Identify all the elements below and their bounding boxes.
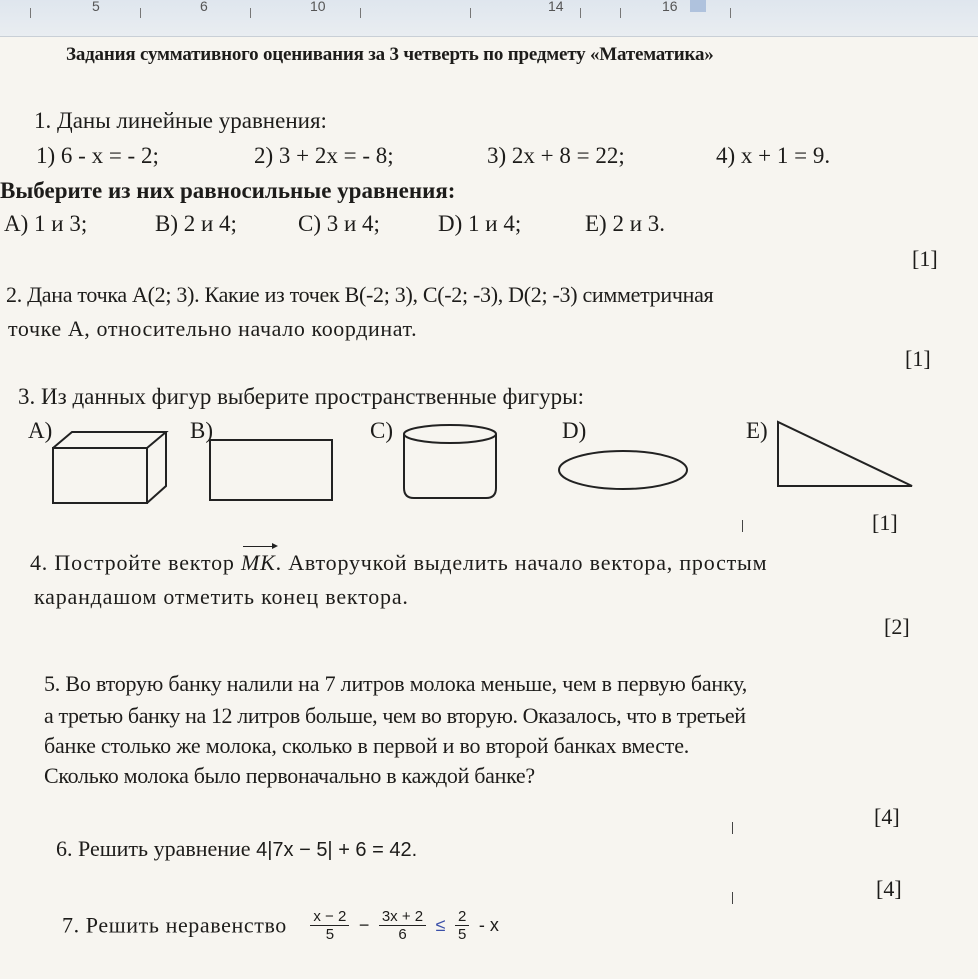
q6-label: 6. Решить уравнение (56, 836, 257, 861)
q1-option: C) 3 и 4; (298, 211, 380, 236)
q1-option: D) 1 и 4; (438, 211, 522, 236)
vector-mk: MK (240, 550, 276, 575)
right-triangle-figure (774, 418, 916, 490)
q5-text-line: банке столько же молока, сколько в первой и во второй банках вместе. (44, 733, 690, 758)
rectangle-figure (208, 438, 336, 504)
q7-label: 7. Решить неравенство (62, 912, 287, 938)
fraction-numerator: 3x + 2 (379, 908, 426, 926)
q3-label-c: C) (370, 418, 393, 443)
q7-tail: - x (478, 915, 499, 935)
ruler-label: 5 (92, 0, 100, 14)
q1-instruction: Выберите из них равносильные уравнения: (0, 178, 456, 203)
q3-label-b: B) (190, 418, 213, 443)
text-cursor-mark (732, 892, 733, 904)
q2-text-line: 2. Дана точка A(2; 3). Какие из точек B(-2; 3), C(-2; -3), D(2; -3) симметричная (6, 282, 714, 307)
q1-option: A) 1 и 3; (4, 211, 88, 236)
q3-label-d: D) (562, 418, 587, 443)
fraction (379, 908, 426, 943)
q2-score: [1] (905, 346, 931, 371)
q4-text: . Авторучкой выделить начало вектора, простым (275, 550, 768, 575)
fraction-numerator: 2 (455, 908, 469, 926)
q4-text-line1 (30, 550, 767, 576)
cuboid-figure (50, 428, 170, 508)
page-title: Задания суммативного оценивания за 3 четверть по предмету «Математика» (66, 44, 714, 65)
q1-equation: 4) x + 1 = 9. (716, 143, 831, 168)
cylinder-figure (400, 422, 504, 502)
q1-option: B) 2 и 4; (155, 211, 237, 236)
ellipse-figure (556, 448, 692, 494)
ruler (0, 0, 978, 16)
q3-score: [1] (872, 510, 898, 535)
ruler-label: 10 (310, 0, 326, 14)
ruler-indent-marker[interactable] (690, 0, 706, 12)
q6-text (56, 836, 417, 862)
fraction-numerator: x − 2 (310, 908, 349, 926)
q6-equation: 4|7x − 5| + 6 = 42. (256, 839, 418, 861)
fraction-denominator: 6 (398, 926, 407, 943)
q3-label-a: A) (28, 418, 53, 443)
fraction-denominator: 5 (458, 926, 467, 943)
q4-score: [2] (884, 614, 910, 639)
fraction-denominator: 5 (325, 926, 335, 943)
q5-text-line: Сколько молока было первоначально в каждой банке? (44, 763, 535, 788)
q1-equation: 1) 6 - x = - 2; (36, 143, 159, 168)
ruler-label: 16 (662, 0, 678, 14)
ruler-bar (0, 0, 978, 37)
minus-sign: − (358, 915, 370, 935)
q1-equation: 2) 3 + 2x = - 8; (254, 143, 394, 168)
q1-option: E) 2 и 3. (585, 211, 666, 236)
text-cursor-mark (732, 822, 733, 834)
ruler-label: 6 (200, 0, 208, 14)
q5-text-line: а третью банку на 12 литров больше, чем во вторую. Оказалось, что в третьей (44, 703, 746, 728)
q5-score: [4] (874, 804, 900, 829)
q3-label-e: E) (746, 418, 768, 443)
q2-text-line: точке A, относительно начало координат. (8, 316, 418, 341)
q1-prompt: 1. Даны линейные уравнения: (34, 108, 327, 133)
ruler-label: 14 (548, 0, 564, 14)
q3-prompt: 3. Из данных фигур выберите пространственные фигуры: (18, 384, 584, 409)
q4-text: 4. Постройте вектор (30, 550, 241, 575)
q1-equation: 3) 2x + 8 = 22; (487, 143, 625, 168)
q7-row (62, 908, 499, 943)
leq-sign: ≤ (435, 915, 446, 935)
q1-score: [1] (912, 246, 938, 271)
fraction (455, 908, 469, 943)
q6-score: [4] (876, 876, 902, 901)
q4-text-line2: карандашом отметить конец вектора. (34, 584, 409, 609)
fraction (310, 908, 349, 943)
q5-text-line: 5. Во вторую банку налили на 7 литров молока меньше, чем в первую банку, (44, 671, 748, 696)
text-cursor-mark (742, 520, 743, 532)
